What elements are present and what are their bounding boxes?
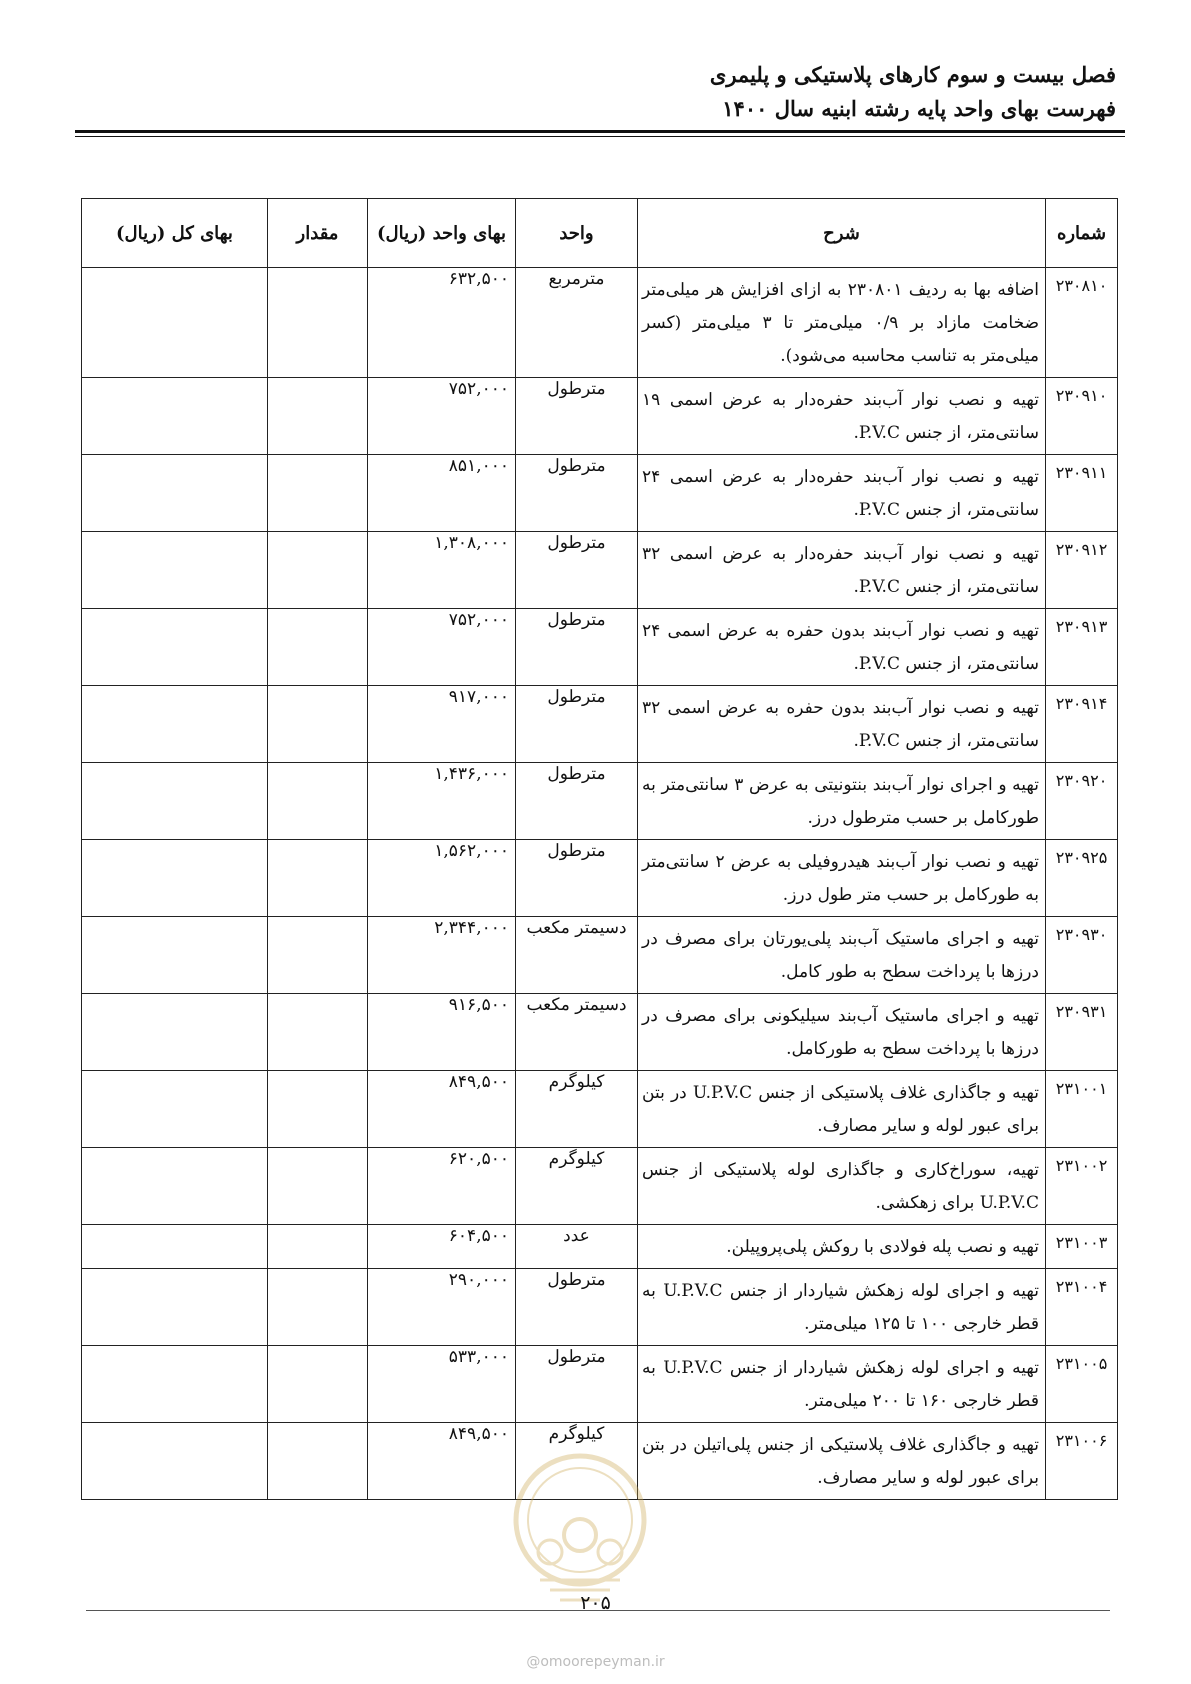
price-table [81, 198, 1118, 1500]
header-rule-thick [75, 130, 1125, 133]
price-list-title: فهرست بهای واحد پایه رشته ابنیه سال ۱۴۰۰ [722, 96, 1116, 121]
row-code: ۲۳۱۰۰۶ [1046, 1423, 1118, 1500]
row-code: ۲۳۰۹۱۲ [1046, 532, 1118, 609]
row-description: تهیه و نصب پله فولادی با روکش پلی‌پروپیلن. [638, 1225, 1046, 1269]
row-unit-price: ۲۹۰,۰۰۰ [368, 1269, 516, 1346]
table-row [82, 1148, 1118, 1225]
row-total-price [82, 378, 268, 455]
row-total-price [82, 917, 268, 994]
row-total-price [82, 763, 268, 840]
table-row [82, 378, 1118, 455]
row-description: تهیه و اجرای لوله زهکش شیاردار از جنس U.P.V.C به قطر خارجی ۱۶۰ تا ۲۰۰ میلی‌متر. [638, 1346, 1046, 1423]
row-unit: مترطول [516, 840, 638, 917]
row-code: ۲۳۰۹۱۳ [1046, 609, 1118, 686]
row-unit: مترمربع [516, 268, 638, 378]
row-total-price [82, 532, 268, 609]
row-total-price [82, 840, 268, 917]
row-code: ۲۳۱۰۰۱ [1046, 1071, 1118, 1148]
row-total-price [82, 1225, 268, 1269]
table-row [82, 609, 1118, 686]
row-unit-price: ۵۳۳,۰۰۰ [368, 1346, 516, 1423]
row-description: تهیه و اجرای ماستیک آب‌بند سیلیکونی برای مصرف در درزها با پرداخت سطح به طورکامل. [638, 994, 1046, 1071]
row-total-price [82, 1423, 268, 1500]
row-unit-price: ۹۱۶,۵۰۰ [368, 994, 516, 1071]
row-code: ۲۳۱۰۰۵ [1046, 1346, 1118, 1423]
table-row [82, 686, 1118, 763]
row-total-price [82, 268, 268, 378]
row-unit: کیلوگرم [516, 1423, 638, 1500]
row-code: ۲۳۰۹۱۱ [1046, 455, 1118, 532]
row-code: ۲۳۰۹۱۰ [1046, 378, 1118, 455]
row-quantity [268, 1346, 368, 1423]
row-code: ۲۳۰۹۲۵ [1046, 840, 1118, 917]
row-unit-price: ۱,۴۳۶,۰۰۰ [368, 763, 516, 840]
row-quantity [268, 609, 368, 686]
table-row [82, 840, 1118, 917]
row-description: تهیه و نصب نوار آب‌بند بدون حفره به عرض اسمی ۲۴ سانتی‌متر، از جنس P.V.C. [638, 609, 1046, 686]
row-quantity [268, 1225, 368, 1269]
row-unit-price: ۸۴۹,۵۰۰ [368, 1423, 516, 1500]
row-code: ۲۳۰۹۱۴ [1046, 686, 1118, 763]
row-total-price [82, 609, 268, 686]
column-header-quantity: مقدار [268, 199, 368, 268]
row-total-price [82, 1071, 268, 1148]
row-description: تهیه و جاگذاری غلاف پلاستیکی از جنس U.P.V.C در بتن برای عبور لوله و سایر مصارف. [638, 1071, 1046, 1148]
row-description: تهیه و اجرای ماستیک آب‌بند پلی‌یورتان برای مصرف در درزها با پرداخت سطح به طور کامل. [638, 917, 1046, 994]
row-quantity [268, 840, 368, 917]
row-unit: کیلوگرم [516, 1148, 638, 1225]
row-total-price [82, 1269, 268, 1346]
table-row [82, 1269, 1118, 1346]
row-unit: مترطول [516, 686, 638, 763]
column-header-description: شرح [638, 199, 1046, 268]
row-quantity [268, 1423, 368, 1500]
row-unit: دسیمتر مکعب [516, 994, 638, 1071]
table-row [82, 1346, 1118, 1423]
row-code: ۲۳۱۰۰۲ [1046, 1148, 1118, 1225]
row-total-price [82, 455, 268, 532]
header-rule-thin [75, 136, 1125, 137]
column-header-unit-price: بهای واحد (ریال) [368, 199, 516, 268]
row-quantity [268, 1269, 368, 1346]
table-row [82, 917, 1118, 994]
row-unit-price: ۶۲۰,۵۰۰ [368, 1148, 516, 1225]
table-row [82, 268, 1118, 378]
row-unit-price: ۱,۳۰۸,۰۰۰ [368, 532, 516, 609]
table-row [82, 1225, 1118, 1269]
row-description: اضافه بها به ردیف ۲۳۰۸۰۱ به ازای افزایش هر میلی‌متر ضخامت مازاد بر ۰/۹ میلی‌متر تا ۳ میلی‌متر (کسر میلی‌متر به تناسب محاسبه می‌شود). [638, 268, 1046, 378]
row-unit: مترطول [516, 378, 638, 455]
row-unit: دسیمتر مکعب [516, 917, 638, 994]
row-unit-price: ۱,۵۶۲,۰۰۰ [368, 840, 516, 917]
row-unit: مترطول [516, 532, 638, 609]
chapter-title: فصل بیست و سوم کارهای پلاستیکی و پلیمری [709, 62, 1116, 87]
row-total-price [82, 1148, 268, 1225]
row-code: ۲۳۰۹۲۰ [1046, 763, 1118, 840]
row-unit-price: ۲,۳۴۴,۰۰۰ [368, 917, 516, 994]
footer-rule [86, 1610, 1110, 1611]
row-description: تهیه و جاگذاری غلاف پلاستیکی از جنس پلی‌اتیلن در بتن برای عبور لوله و سایر مصارف. [638, 1423, 1046, 1500]
row-unit-price: ۷۵۲,۰۰۰ [368, 378, 516, 455]
row-unit: مترطول [516, 609, 638, 686]
footer-website: @omoorepeyman.ir [526, 1654, 665, 1670]
row-quantity [268, 994, 368, 1071]
row-quantity [268, 1148, 368, 1225]
row-unit: مترطول [516, 1346, 638, 1423]
row-unit-price: ۶۳۲,۵۰۰ [368, 268, 516, 378]
row-quantity [268, 455, 368, 532]
row-description: تهیه و نصب نوار آب‌بند حفره‌دار به عرض اسمی ۱۹ سانتی‌متر، از جنس P.V.C. [638, 378, 1046, 455]
row-unit: عدد [516, 1225, 638, 1269]
row-code: ۲۳۱۰۰۳ [1046, 1225, 1118, 1269]
column-header-code: شماره [1046, 199, 1118, 268]
row-code: ۲۳۰۹۳۱ [1046, 994, 1118, 1071]
row-unit: مترطول [516, 1269, 638, 1346]
row-description: تهیه و نصب نوار آب‌بند هیدروفیلی به عرض ۲ سانتی‌متر به طورکامل بر حسب متر طول درز. [638, 840, 1046, 917]
row-quantity [268, 763, 368, 840]
table-row [82, 763, 1118, 840]
row-unit-price: ۹۱۷,۰۰۰ [368, 686, 516, 763]
row-description: تهیه و نصب نوار آب‌بند بدون حفره به عرض اسمی ۳۲ سانتی‌متر، از جنس P.V.C. [638, 686, 1046, 763]
row-description: تهیه و اجرای لوله زهکش شیاردار از جنس U.P.V.C به قطر خارجی ۱۰۰ تا ۱۲۵ میلی‌متر. [638, 1269, 1046, 1346]
table-body [82, 268, 1118, 1500]
row-unit-price: ۸۵۱,۰۰۰ [368, 455, 516, 532]
row-description: تهیه و اجرای نوار آب‌بند بنتونیتی به عرض ۳ سانتی‌متر به طورکامل بر حسب مترطول درز. [638, 763, 1046, 840]
row-quantity [268, 378, 368, 455]
row-description: تهیه، سوراخ‌کاری و جاگذاری لوله پلاستیکی از جنس U.P.V.C برای زهکشی. [638, 1148, 1046, 1225]
table-row [82, 994, 1118, 1071]
page-number: ۲۰۵ [580, 1592, 611, 1614]
row-quantity [268, 532, 368, 609]
row-description: تهیه و نصب نوار آب‌بند حفره‌دار به عرض اسمی ۲۴ سانتی‌متر، از جنس P.V.C. [638, 455, 1046, 532]
column-header-unit: واحد [516, 199, 638, 268]
row-code: ۲۳۰۹۳۰ [1046, 917, 1118, 994]
column-header-total-price: بهای کل (ریال) [82, 199, 268, 268]
row-quantity [268, 1071, 368, 1148]
row-description: تهیه و نصب نوار آب‌بند حفره‌دار به عرض اسمی ۳۲ سانتی‌متر، از جنس P.V.C. [638, 532, 1046, 609]
row-unit-price: ۷۵۲,۰۰۰ [368, 609, 516, 686]
row-code: ۲۳۱۰۰۴ [1046, 1269, 1118, 1346]
row-unit-price: ۸۴۹,۵۰۰ [368, 1071, 516, 1148]
row-code: ۲۳۰۸۱۰ [1046, 268, 1118, 378]
row-unit: مترطول [516, 763, 638, 840]
page-header [66, 58, 1116, 126]
table-header-row [82, 199, 1118, 268]
row-quantity [268, 917, 368, 994]
table-row [82, 532, 1118, 609]
row-quantity [268, 686, 368, 763]
row-quantity [268, 268, 368, 378]
row-total-price [82, 994, 268, 1071]
row-total-price [82, 686, 268, 763]
row-unit: مترطول [516, 455, 638, 532]
row-total-price [82, 1346, 268, 1423]
row-unit-price: ۶۰۴,۵۰۰ [368, 1225, 516, 1269]
table-row [82, 1071, 1118, 1148]
table-row [82, 455, 1118, 532]
row-unit: کیلوگرم [516, 1071, 638, 1148]
